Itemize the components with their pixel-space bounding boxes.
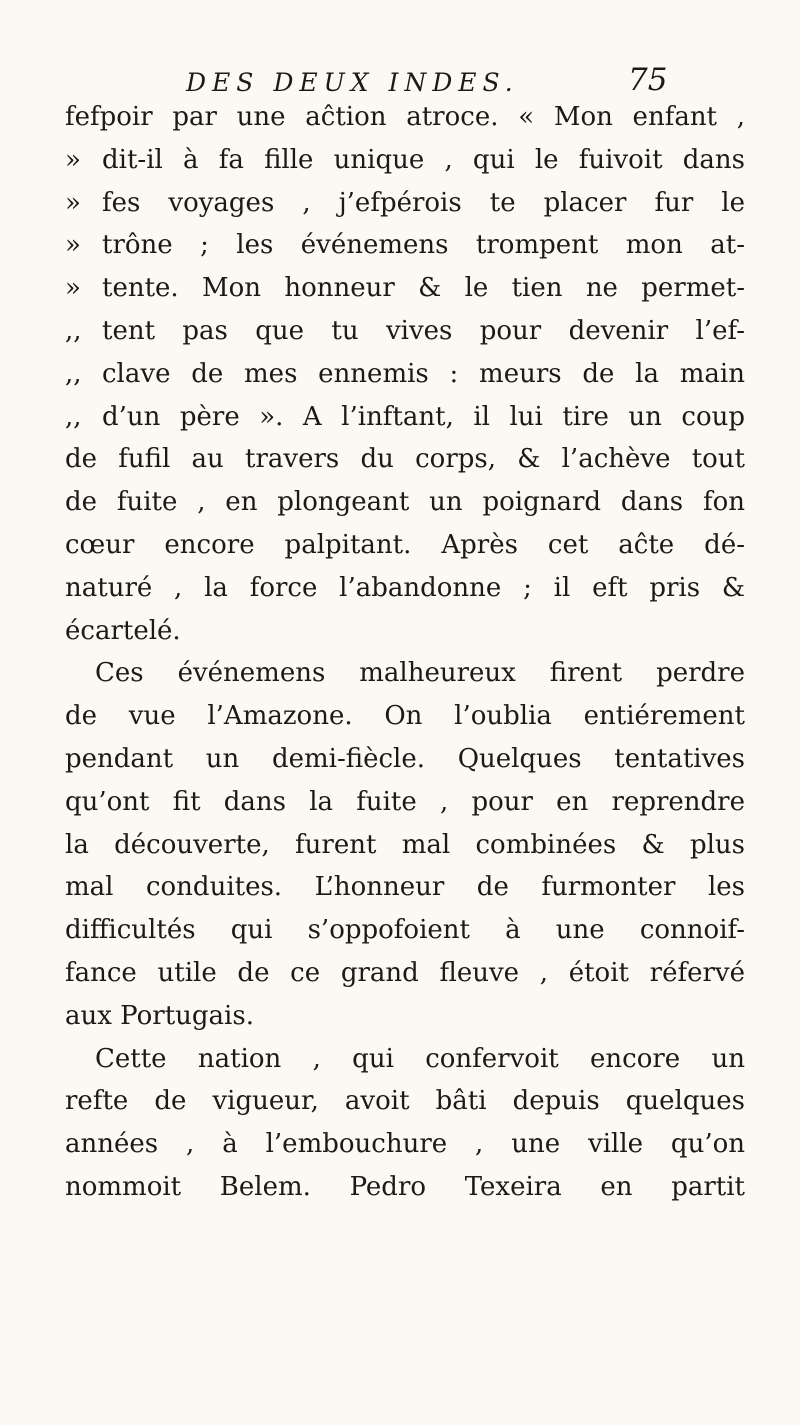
text-line: d’un père ». A l’inftant, il lui tire un coup	[102, 401, 745, 432]
text-line: naturé , la force l’abandonne ; il eft pris &	[65, 572, 745, 603]
text-line: refte de vigueur, avoit bâti depuis quelques	[65, 1086, 745, 1117]
text-line: aux Portugais.	[65, 1000, 254, 1031]
text-line: qu’ont fit dans la fuite , pour en reprendre	[65, 786, 745, 817]
quote-mark: »	[65, 187, 81, 218]
text-line: tente. Mon honneur & le tien ne permet-	[102, 273, 745, 304]
text-line: mal conduites. L’honneur de furmonter les	[65, 872, 745, 903]
quoted-line	[65, 224, 745, 267]
text-line: années , à l’embouchure , une ville qu’on	[65, 1129, 745, 1160]
paragraph-start: Cette nation , qui confervoit encore un	[95, 1043, 745, 1074]
text-line: de fufil au travers du corps, & l’achève tout	[65, 444, 745, 475]
text-line: clave de mes ennemis : meurs de la main	[102, 358, 745, 389]
text-line: fance utile de ce grand fleuve , étoit réfervé	[65, 957, 745, 988]
quote-mark: »	[65, 144, 81, 175]
text-line: de fuite , en plongeant un poignard dans fon	[65, 487, 745, 518]
running-head: DES DEUX INDES.	[186, 68, 519, 97]
text-line: cœur encore palpitant. Après cet aĉte dé-	[65, 529, 745, 560]
quoted-line	[65, 310, 745, 353]
text-line: pendant un demi-fiècle. Quelques tentatives	[65, 743, 745, 774]
quoted-line	[65, 396, 745, 439]
text-line: de vue l’Amazone. On l’oublia entiérement	[65, 701, 745, 732]
text-line: fefpoir par une aĉtion atroce. « Mon enfant ,	[65, 102, 745, 132]
quoted-line	[65, 353, 745, 396]
quote-mark: »	[65, 273, 81, 304]
quoted-line	[65, 182, 745, 225]
text-line: tent pas que tu vives pour devenir l’ef-	[102, 315, 745, 346]
quoted-line	[65, 139, 745, 182]
text-line: nommoit Belem. Pedro Texeira en partit	[65, 1171, 745, 1202]
quote-mark: ,,	[65, 401, 82, 432]
quote-mark: ,,	[65, 315, 82, 346]
quote-mark: ,,	[65, 358, 82, 389]
text-line: difficultés qui s’oppofoient à une connoif-	[65, 915, 745, 946]
text-line: dit-il à fa fille unique , qui le fuivoit dans	[102, 144, 745, 175]
page-number: 75	[628, 62, 668, 98]
paragraph-start: Ces événemens malheureux firent perdre	[95, 658, 745, 689]
text-line: trône ; les événemens trompent mon at-	[102, 230, 745, 261]
quote-mark: »	[65, 230, 81, 261]
quoted-line	[65, 267, 745, 310]
text-line: la découverte, furent mal combinées & plus	[65, 829, 745, 860]
text-line: écartelé.	[65, 615, 181, 646]
body-text	[65, 96, 745, 1209]
text-line: fes voyages , j’efpérois te placer fur le	[102, 187, 745, 218]
